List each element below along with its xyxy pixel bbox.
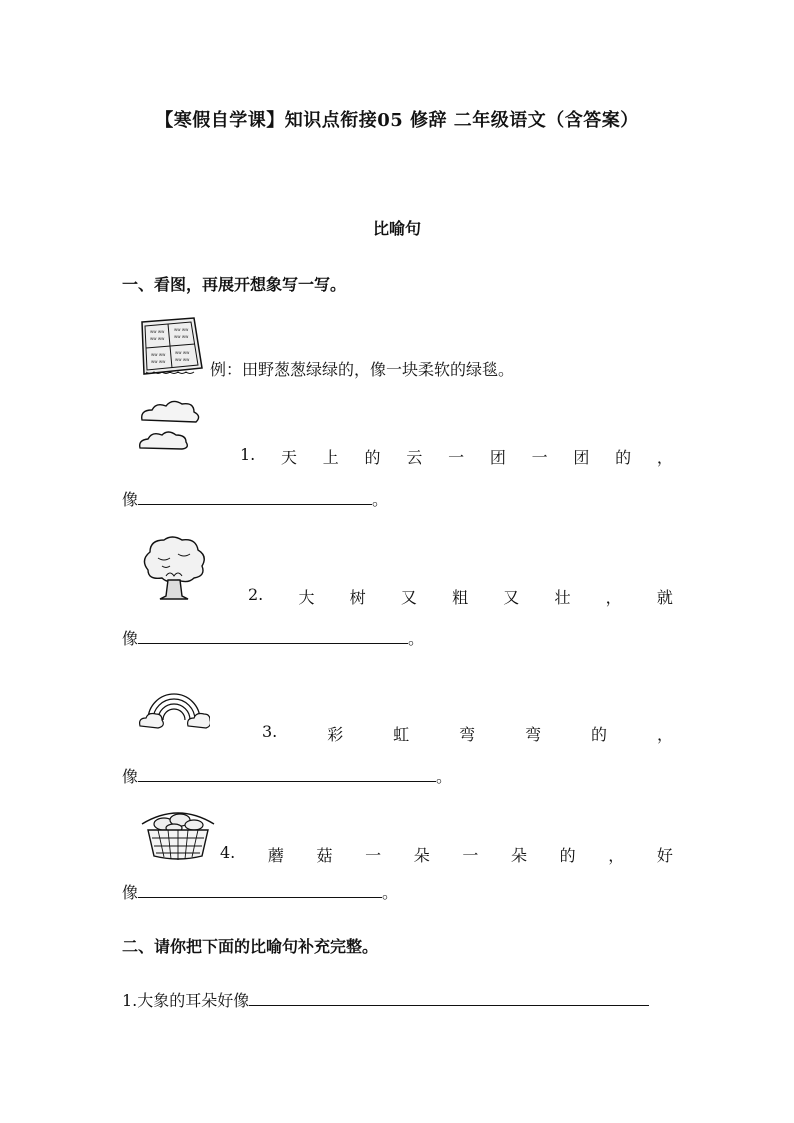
item4-answer-blank[interactable]	[138, 881, 382, 898]
item1-answer-blank[interactable]	[138, 488, 372, 505]
item2-answer-blank[interactable]	[138, 627, 408, 644]
item3-prompt: 3. 彩 虹 弯 弯 的 ，	[262, 722, 673, 744]
item4-answer-line: 像 。	[122, 883, 399, 902]
part2-item1: 1.大象的耳朵好像	[122, 988, 649, 1011]
item2-prompt: 2. 大 树 又 粗 又 壮 ， 就	[248, 585, 673, 607]
item4-prompt: 4. 蘑 菇 一 朵 一 朵 的 ， 好	[220, 843, 673, 865]
svg-text:ww ww: ww ww	[175, 357, 190, 362]
tree-picture	[138, 536, 210, 602]
svg-text:ww ww: ww ww	[150, 336, 165, 341]
svg-text:ww ww: ww ww	[175, 350, 190, 355]
svg-text:ww ww: ww ww	[174, 334, 189, 339]
item3-answer-line: 像 。	[122, 767, 453, 786]
part1-heading: 一、看图，再展开想象写一写。	[122, 275, 347, 294]
mushroom-basket-picture	[138, 808, 218, 864]
carpet-picture	[134, 316, 206, 378]
item1-answer-line: 像 。	[122, 490, 389, 509]
item1-prompt: 1. 天 上 的 云 一 团 一 团 的 ，	[240, 445, 673, 467]
section-title: 比喻句	[372, 219, 421, 238]
item2-answer-line: 像 。	[122, 629, 425, 648]
svg-text:ww ww: ww ww	[151, 352, 166, 357]
document-title: 【寒假自学课】知识点衔接05 修辞 二年级语文（含答案）	[155, 110, 639, 131]
part2-heading: 二、请你把下面的比喻句补充完整。	[122, 937, 379, 956]
svg-text:ww ww: ww ww	[151, 359, 166, 364]
cloud-picture	[136, 398, 208, 456]
part2-item1-blank[interactable]	[249, 989, 649, 1006]
svg-text:ww ww: ww ww	[174, 327, 189, 332]
svg-text:ww ww: ww ww	[150, 329, 165, 334]
item3-answer-blank[interactable]	[138, 765, 436, 782]
example-sentence: 例：田野葱葱绿绿的，像一块柔软的绿毯。	[210, 360, 515, 379]
rainbow-picture	[138, 680, 210, 732]
